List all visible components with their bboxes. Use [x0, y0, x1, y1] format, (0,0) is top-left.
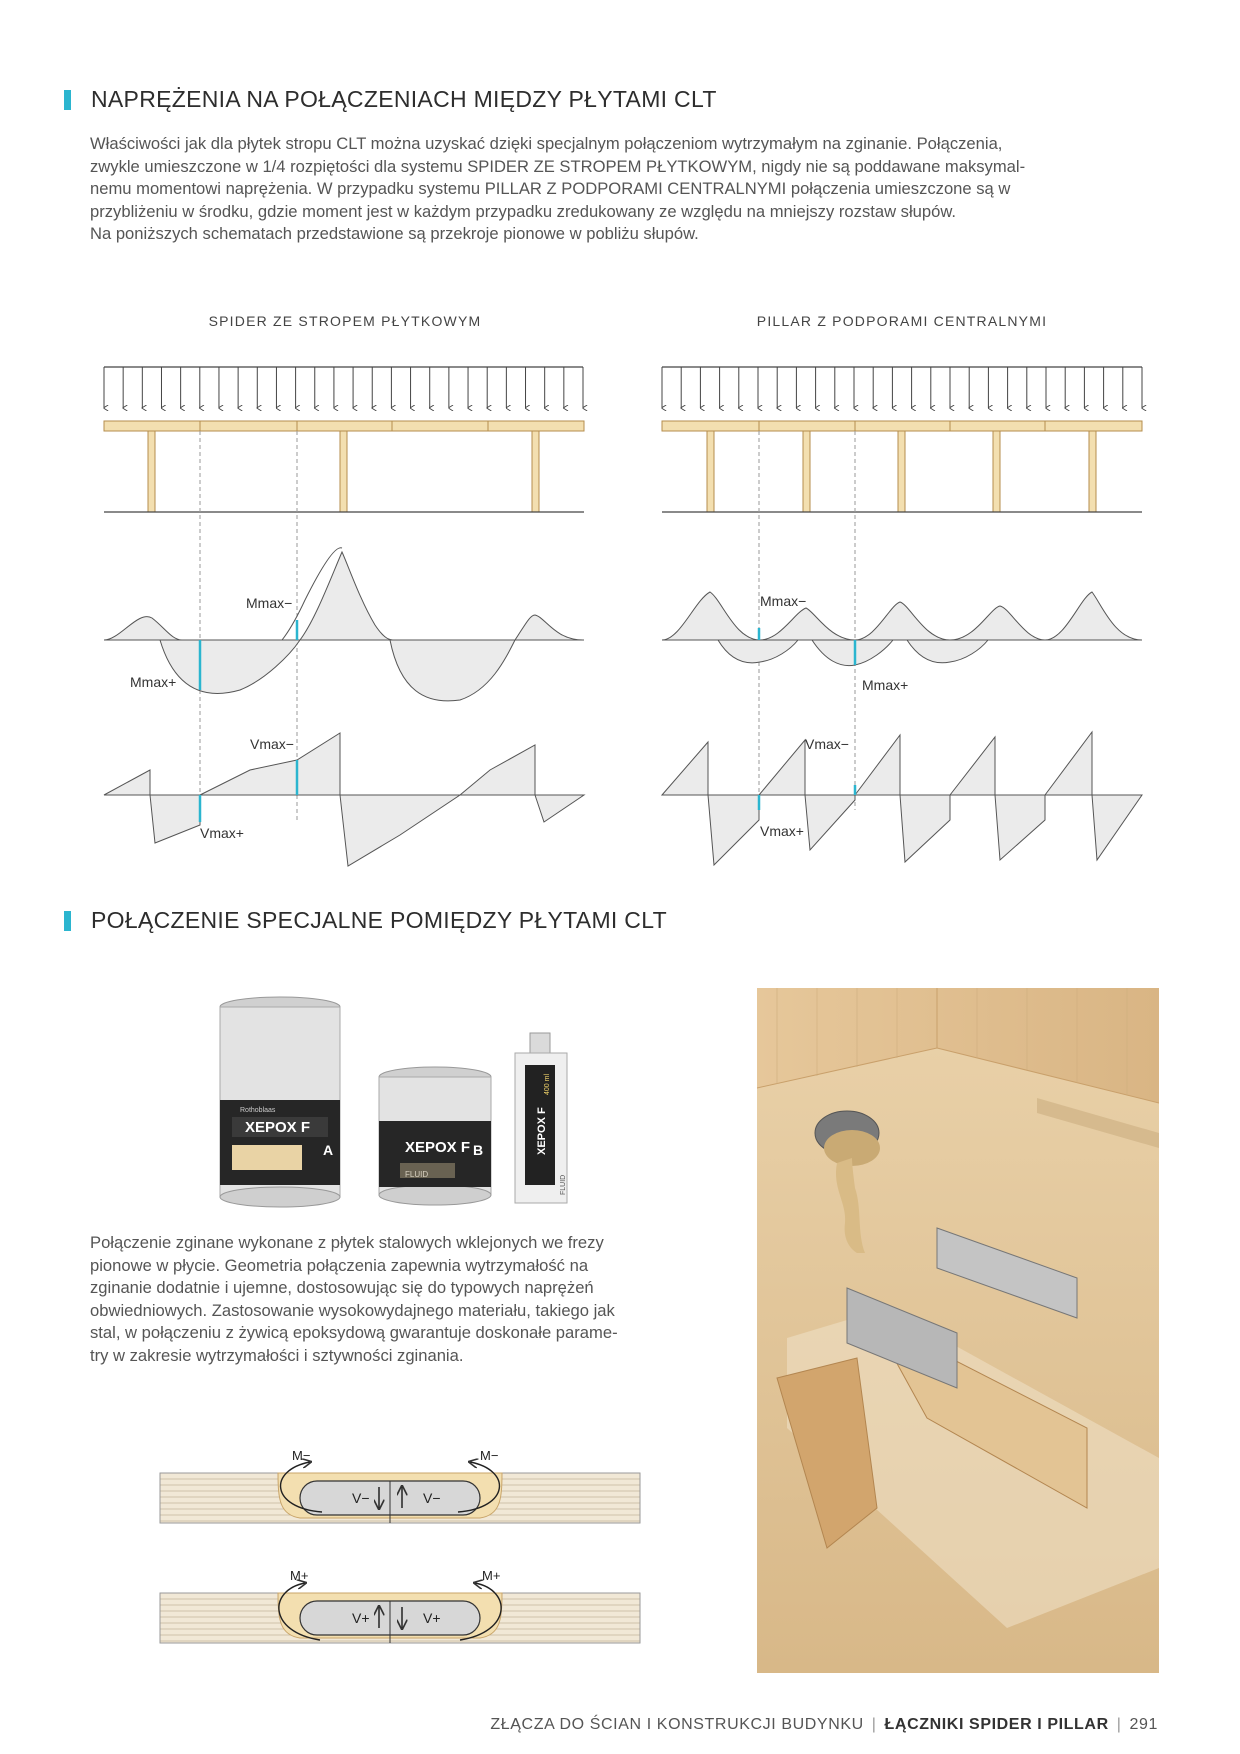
positive-moment-joint: [160, 1568, 640, 1643]
distributed-load-arrows: [662, 367, 1142, 408]
paragraph-line: Właściwości jak dla płytek stropu CLT można uzyskać dzięki specjalnym połączeniom wytrzymałym na zginanie. Połączenia,: [90, 134, 1003, 153]
diagram-left-title: SPIDER ZE STROPEM PŁYTKOWYM: [208, 313, 482, 329]
column: [707, 431, 714, 512]
svg-text:V−: V−: [352, 1490, 370, 1506]
negative-moment-joint: [160, 1448, 640, 1523]
vmax-minus-label: Vmax−: [250, 736, 294, 752]
svg-text:Rothoblaas: Rothoblaas: [240, 1107, 276, 1114]
paragraph-line: pionowe w płycie. Geometria połączenia zapewnia wytrzymałość na: [90, 1255, 589, 1275]
mmax-plus-label: Mmax+: [862, 677, 909, 693]
paragraph-line: obwiedniowych. Zastosowanie wysokowydajnego materiału, takiego jak: [90, 1300, 615, 1320]
stress-diagrams: [0, 350, 1240, 880]
spider-shear-diagram: [104, 733, 584, 866]
pillar-structure: [662, 367, 1142, 810]
section-marker: [64, 90, 71, 110]
column: [1089, 431, 1096, 512]
section-1-title: NAPRĘŻENIA NA POŁĄCZENIACH MIĘDZY PŁYTAMI CLT: [91, 86, 717, 112]
clt-slab: [662, 421, 1142, 431]
svg-text:M+: M+: [290, 1568, 309, 1583]
paragraph-line: zwykle umieszczone w 1/4 rozpiętości dla systemu SPIDER ZE STROPEM PŁYTKOWYM, nigdy nie są poddawane maksymal-: [90, 156, 1026, 176]
diagram-right-title: PILLAR Z PODPORAMI CENTRALNYMI: [756, 313, 1048, 329]
section-2-paragraph: [90, 1232, 712, 1368]
footer-chapter: ZŁĄCZA DO ŚCIAN I KONSTRUKCJI BUDYNKU: [490, 1716, 864, 1733]
column: [993, 431, 1000, 512]
vmax-plus-label: Vmax+: [200, 825, 244, 841]
paragraph-line: nemu momentowi naprężenia. W przypadku systemu PILLAR Z PODPORAMI CENTRALNYMI połączenia umieszczone są w: [90, 179, 1011, 199]
mmax-minus-label: Mmax−: [760, 593, 807, 609]
vmax-plus-label: Vmax+: [760, 823, 804, 839]
pillar-shear-diagram: [662, 732, 1142, 865]
paragraph-line: Na poniższych schematach przedstawione są przekroje pionowe w pobliżu słupów.: [90, 224, 699, 244]
svg-text:XEPOX F: XEPOX F: [536, 1107, 548, 1155]
svg-text:M+: M+: [482, 1568, 501, 1583]
section-2-title: POŁĄCZENIE SPECJALNE POMIĘDZY PŁYTAMI CLT: [91, 907, 667, 933]
distributed-load-arrows: [104, 367, 583, 408]
column: [532, 431, 539, 512]
svg-text:V+: V+: [423, 1610, 441, 1626]
svg-text:400 ml: 400 ml: [544, 1073, 551, 1095]
vmax-minus-label: Vmax−: [805, 736, 849, 752]
cartridge: [515, 1033, 567, 1203]
column: [340, 431, 347, 512]
mmax-minus-label: Mmax−: [246, 595, 293, 611]
svg-text:A: A: [323, 1142, 334, 1158]
footer-section: ŁĄCZNIKI SPIDER I PILLAR: [884, 1716, 1109, 1733]
svg-text:XEPOX F: XEPOX F: [405, 1139, 471, 1156]
paragraph-line: stal, w połączeniu z żywicą epoksydową gwarantuje doskonałe parame-: [90, 1323, 618, 1343]
small-can: [379, 1067, 491, 1205]
installation-render: [757, 988, 1159, 1673]
column: [148, 431, 155, 512]
section-1-header: [64, 86, 717, 113]
page-footer: ZŁĄCZA DO ŚCIAN I KONSTRUKCJI BUDYNKU | ŁĄCZNIKI SPIDER I PILLAR | 291: [490, 1716, 1158, 1733]
section-marker: [64, 911, 71, 931]
joint-diagrams: [150, 1440, 650, 1680]
paragraph-line: zginanie dodatnie i ujemne, dostosowując się do typowych naprężeń: [90, 1278, 594, 1298]
page-number: 291: [1129, 1716, 1158, 1733]
pillar-moment-diagram: [662, 592, 1142, 693]
svg-text:B: B: [473, 1142, 484, 1158]
spider-moment-diagram: [104, 548, 584, 701]
svg-text:M−: M−: [480, 1448, 499, 1463]
column: [898, 431, 905, 512]
paragraph-line: Połączenie zginane wykonane z płytek stalowych wklejonych we frezy: [90, 1233, 604, 1252]
large-can: [220, 997, 340, 1207]
mmax-plus-label: Mmax+: [130, 674, 177, 690]
svg-text:V+: V+: [352, 1610, 370, 1626]
section-1-paragraph: [90, 133, 1158, 246]
svg-text:V−: V−: [423, 1490, 441, 1506]
svg-text:M−: M−: [292, 1448, 311, 1463]
paragraph-line: try w zakresie wytrzymałości i sztywności zginania.: [90, 1345, 464, 1365]
svg-text:FLUID: FLUID: [560, 1174, 567, 1195]
column: [803, 431, 810, 512]
paragraph-line: przybliżeniu w środku, gdzie moment jest w każdym przypadku zredukowany ze względu na mniejszy rozstaw słupów.: [90, 201, 957, 221]
section-2-header: [64, 907, 667, 934]
svg-text:FLUID: FLUID: [405, 1170, 429, 1179]
clt-slab: [104, 421, 584, 431]
svg-text:XEPOX F: XEPOX F: [245, 1119, 311, 1136]
xepox-products-photo: [205, 995, 605, 1210]
